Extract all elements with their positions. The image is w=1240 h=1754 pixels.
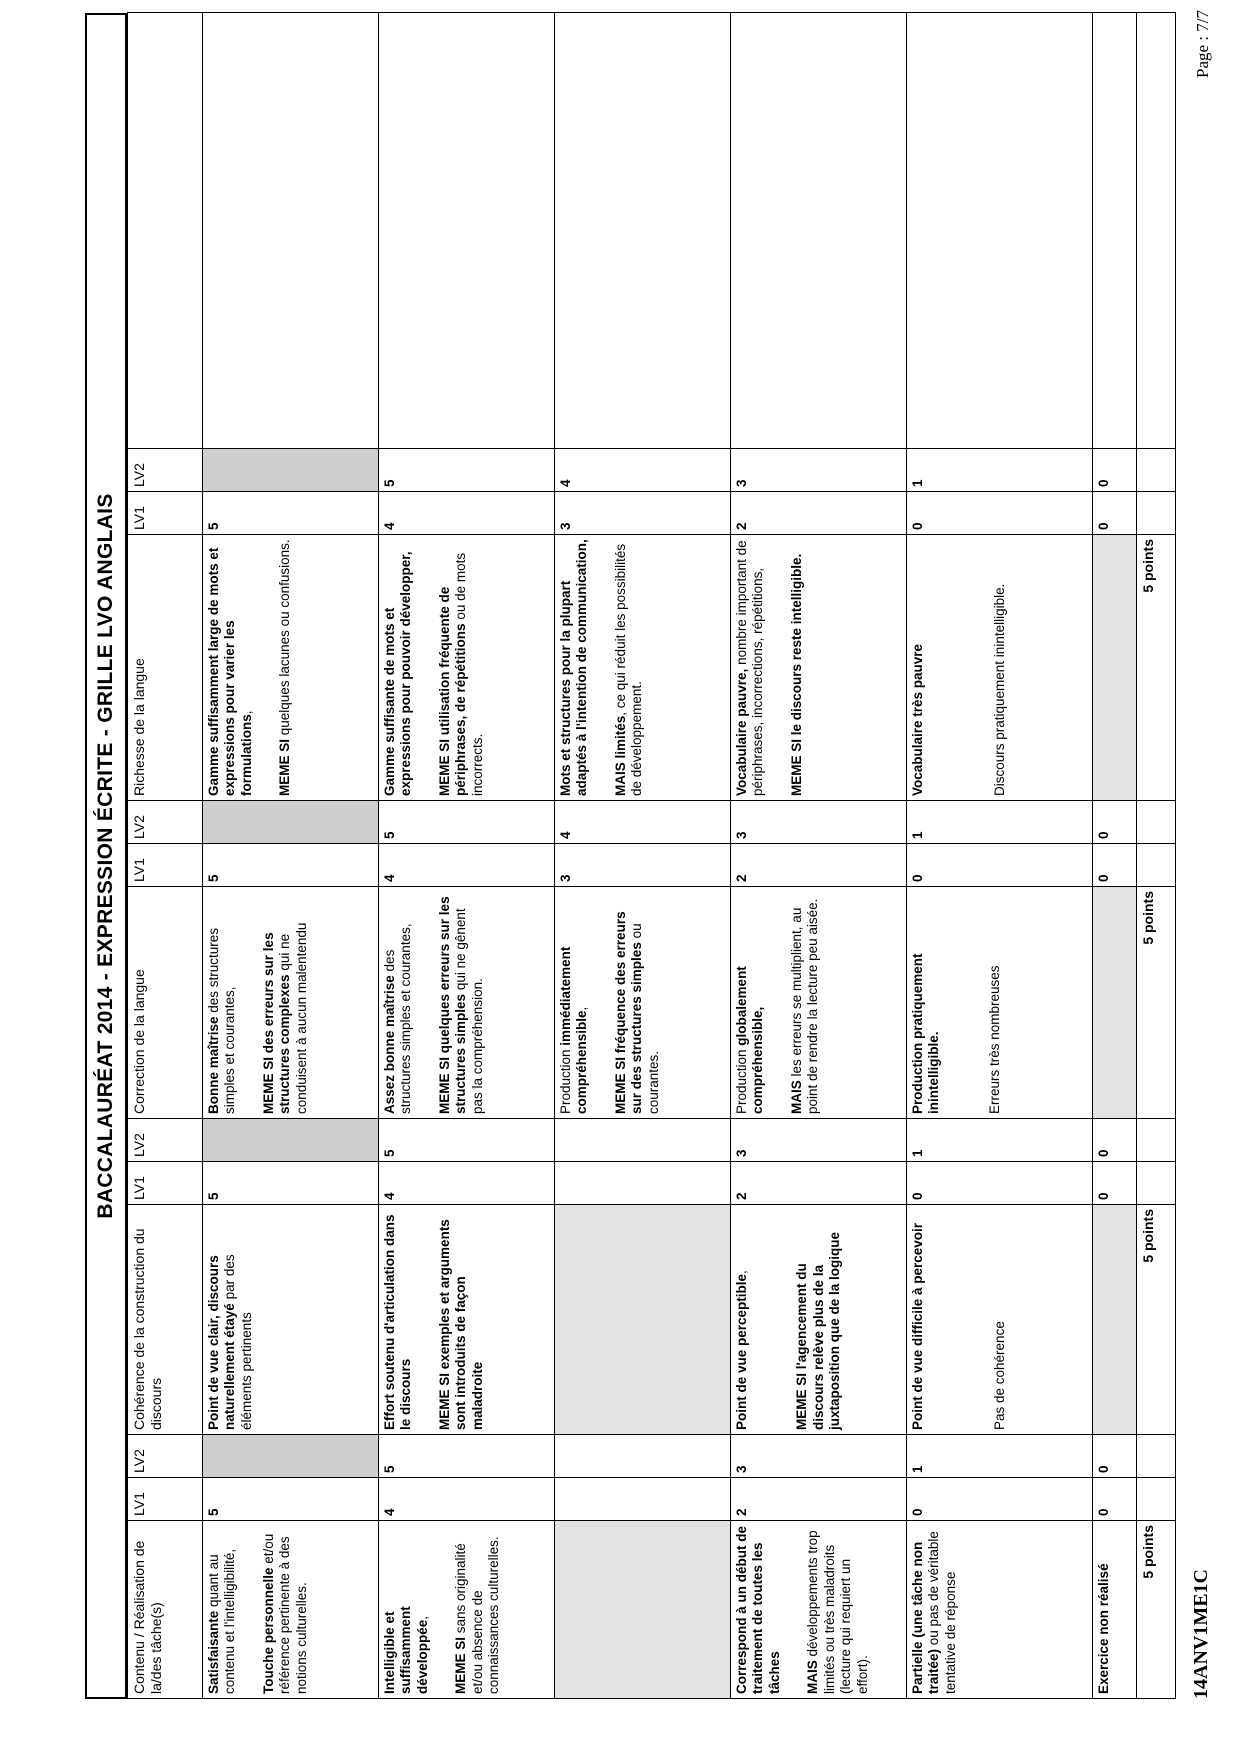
spacer <box>926 1209 948 1430</box>
score-lv1: 5 <box>203 1162 379 1205</box>
criteria-text <box>734 1525 783 1694</box>
header-lv2: LV2 <box>128 1119 203 1162</box>
criteria-cell <box>1093 535 1137 801</box>
bold-run: MEME SI exemples et arguments sont introduits de façon maladroite <box>436 1219 485 1430</box>
criteria-cell <box>1093 887 1137 1119</box>
bold-run: Vocabulaire très pauvre <box>910 643 925 796</box>
text-run: Erreurs très nombreuses <box>986 965 1002 1114</box>
score-lv1: 5 <box>203 492 379 535</box>
empty-cell <box>731 13 907 449</box>
text-run: et/ou référence pertinente à des notions culturelles. <box>260 1533 309 1694</box>
bold-run: Intelligible et suffisamment développée <box>382 1606 430 1694</box>
criteria-text <box>277 539 293 796</box>
score-lv1: 0 <box>1093 492 1137 535</box>
bold-run: MEME SI l'agencement du discours relève plus de la juxtaposition que de la logique <box>794 1231 843 1430</box>
score-lv2: 5 <box>379 449 555 492</box>
score-lv2: 3 <box>731 449 907 492</box>
criteria-text <box>206 891 239 1114</box>
criteria-cell <box>203 1521 379 1699</box>
total-points: 5 points <box>1137 1521 1176 1699</box>
score-lv1: 4 <box>379 1478 555 1521</box>
score-lv1: 0 <box>1093 844 1137 887</box>
bold-run: MAIS <box>805 1660 821 1694</box>
bold-run: MEME SI des erreurs sur les structures complexes <box>260 932 293 1114</box>
bold-run: Gamme suffisamment large de mots et expressions pour varier les formulations <box>206 547 254 796</box>
score-lv1: 0 <box>1093 1162 1137 1205</box>
totals-row <box>1137 13 1176 1699</box>
text-run: , <box>734 1270 749 1274</box>
criteria-text <box>437 891 486 1114</box>
bold-run: MEME SI fréquence des erreurs sur des structures simples <box>612 911 645 1114</box>
score-lv2: 5 <box>379 801 555 844</box>
score-lv2 <box>203 1119 379 1162</box>
criteria-text <box>613 539 646 796</box>
criteria-text <box>382 1209 415 1430</box>
header-lv1: LV1 <box>128 1162 203 1205</box>
empty-cell <box>1137 13 1176 449</box>
score-lv1: 3 <box>555 844 731 887</box>
criteria-text <box>910 1209 926 1430</box>
total-points: 5 points <box>1137 1205 1176 1435</box>
spacer <box>965 891 987 1114</box>
empty-cell <box>1137 844 1176 887</box>
header-empty <box>128 13 203 449</box>
table-row <box>907 13 1093 1699</box>
score-lv2: 0 <box>1093 801 1137 844</box>
spacer <box>943 891 965 1114</box>
bold-run: MEME SI <box>277 738 293 796</box>
score-lv1: 4 <box>379 492 555 535</box>
spacer <box>783 1525 805 1694</box>
criteria-text <box>382 1525 431 1694</box>
score-lv1: 0 <box>907 1162 1093 1205</box>
criteria-text <box>805 1525 871 1694</box>
criteria-text <box>613 891 662 1114</box>
score-lv2: 4 <box>555 449 731 492</box>
text-run: ou courantes. <box>629 923 661 1114</box>
bold-run: MEME SI quelques erreurs sur les structures simples <box>436 896 469 1114</box>
criteria-cell <box>379 887 555 1119</box>
total-points: 5 points <box>1137 887 1176 1119</box>
score-lv1: 0 <box>907 492 1093 535</box>
criteria-text <box>558 891 591 1114</box>
criteria-cell <box>555 535 731 801</box>
spacer <box>948 539 970 796</box>
criteria-cell <box>379 535 555 801</box>
score-lv2: 0 <box>1093 1119 1137 1162</box>
spacer <box>591 891 613 1114</box>
text-run: , <box>574 1006 590 1011</box>
score-lv1: 0 <box>1093 1478 1137 1521</box>
criteria-cell <box>731 1205 907 1435</box>
score-lv2: 3 <box>731 1119 907 1162</box>
criteria-text <box>910 891 943 1114</box>
bold-run: Mots et structures pour la plupart adaptés à l'intention de communication, <box>558 539 590 796</box>
criteria-text <box>382 539 415 796</box>
table-row <box>203 13 379 1699</box>
bold-run: Effort soutenu d'articulation dans le discours <box>382 1214 414 1430</box>
header-lv2: LV2 <box>128 1435 203 1478</box>
empty-cell <box>203 13 379 449</box>
bold-run: MAIS limités <box>612 715 628 796</box>
score-lv2: 1 <box>907 1435 1093 1478</box>
header-lv2: LV2 <box>128 801 203 844</box>
score-lv1: 2 <box>731 1162 907 1205</box>
table-row <box>555 13 731 1699</box>
bold-run: Point de vue perceptible <box>734 1273 749 1430</box>
empty-cell <box>555 13 731 449</box>
header-coherence: Cohérence de la construction du discours <box>128 1205 203 1435</box>
text-run: quelques lacunes ou confusions. <box>277 539 293 739</box>
bold-run: Partielle (une tâche non traitée) <box>910 1541 942 1694</box>
header-contenu: Contenu / Réalisation de la/des tâche(s) <box>128 1521 203 1699</box>
criteria-text <box>1096 1525 1112 1694</box>
empty-cell <box>1137 449 1176 492</box>
empty-cell <box>1137 801 1176 844</box>
criteria-text <box>453 1525 502 1694</box>
text-run: des structures simples et courantes, <box>382 923 414 1114</box>
criteria-text <box>992 1209 1008 1430</box>
score-lv2: 5 <box>379 1119 555 1162</box>
criteria-cell <box>907 535 1093 801</box>
spacer <box>970 539 992 796</box>
bold-run: Gamme suffisante de mots et expressions pour pouvoir développer, <box>382 551 414 796</box>
bold-run: globalement compréhensible, <box>734 966 766 1114</box>
criteria-cell <box>907 1205 1093 1435</box>
criteria-text <box>261 1525 310 1694</box>
score-lv1: 0 <box>907 844 1093 887</box>
score-lv2: 5 <box>379 1435 555 1478</box>
spacer <box>431 1525 453 1694</box>
empty-cell <box>1137 1478 1176 1521</box>
text-run: Production <box>734 1045 749 1114</box>
score-lv1 <box>555 1478 731 1521</box>
score-lv1: 2 <box>731 492 907 535</box>
header-row <box>128 13 203 1699</box>
empty-cell <box>907 13 1093 449</box>
text-run: qui ne conduisent à aucun malentendu <box>277 922 309 1114</box>
text-run: , ce qui réduit les possibilités de développement. <box>612 543 645 796</box>
criteria-text <box>789 891 822 1114</box>
text-run: les erreurs se multiplient, au point de rendre la lecture peu aisée. <box>788 898 821 1114</box>
score-lv2: 1 <box>907 1119 1093 1162</box>
bold-run: MEME SI le discours reste intelligible. <box>788 553 804 796</box>
score-lv2: 0 <box>1093 449 1137 492</box>
text-run: Pas de cohérence <box>992 1321 1008 1430</box>
table-row <box>731 13 907 1699</box>
spacer <box>948 1209 970 1430</box>
criteria-text <box>992 539 1008 796</box>
text-run: qui ne gênent pas la compréhension. <box>453 908 485 1114</box>
empty-cell <box>379 13 555 449</box>
score-lv1 <box>555 1162 731 1205</box>
score-lv1: 2 <box>731 844 907 887</box>
criteria-cell <box>379 1205 555 1435</box>
text-run: des structures simples et courantes, <box>206 927 238 1114</box>
score-lv2 <box>203 1435 379 1478</box>
criteria-cell <box>555 1521 731 1699</box>
header-lv2: LV2 <box>128 449 203 492</box>
table-row <box>379 13 555 1699</box>
bold-run: Assez bonne maîtrise <box>382 975 397 1114</box>
score-lv2 <box>555 1119 731 1162</box>
empty-cell <box>1137 1435 1176 1478</box>
page-number: Page : 7/7 <box>1193 10 1212 78</box>
text-run: par des éléments pertinents <box>222 1254 254 1430</box>
score-lv2: 3 <box>731 801 907 844</box>
score-lv2 <box>555 1435 731 1478</box>
score-lv1: 3 <box>555 492 731 535</box>
criteria-text <box>910 1525 959 1694</box>
spacer <box>767 539 789 796</box>
criteria-text <box>734 539 767 796</box>
total-points: 5 points <box>1137 535 1176 801</box>
document-code: 14ANV1ME1C <box>1190 1569 1212 1699</box>
spacer <box>255 539 277 796</box>
score-lv1: 5 <box>203 1478 379 1521</box>
bold-run: Satisfaisante <box>206 1610 221 1694</box>
criteria-text <box>734 1209 750 1430</box>
empty-cell <box>1137 1162 1176 1205</box>
spacer <box>415 539 437 796</box>
table-body <box>203 13 1176 1699</box>
header-lv1: LV1 <box>128 492 203 535</box>
page-title <box>85 13 127 1699</box>
score-lv2: 0 <box>1093 1435 1137 1478</box>
criteria-cell <box>731 1521 907 1699</box>
criteria-cell <box>731 887 907 1119</box>
empty-cell <box>1093 13 1137 449</box>
empty-cell <box>1137 1119 1176 1162</box>
score-lv2: 3 <box>731 1435 907 1478</box>
criteria-cell <box>907 887 1093 1119</box>
spacer <box>591 539 613 796</box>
bold-run: Correspond à un début de traitement de toutes les tâches <box>734 1525 782 1694</box>
text-run: , <box>414 1615 430 1620</box>
score-lv1: 4 <box>379 844 555 887</box>
criteria-text <box>987 891 1003 1114</box>
criteria-cell <box>203 887 379 1119</box>
criteria-cell <box>203 535 379 801</box>
criteria-text <box>910 539 926 796</box>
bold-run: Production pratiquement inintelligible. <box>910 953 942 1114</box>
score-lv2 <box>203 449 379 492</box>
criteria-text <box>206 539 255 796</box>
bold-run: Exercice non réalisé <box>1096 1563 1111 1694</box>
text-run: développements trop limités ou très maladroits (lecture qui requiert un effort). <box>805 1530 870 1694</box>
bold-run: Touche personnelle <box>260 1567 276 1694</box>
title-text: BACCALAURÉAT 2014 - EXPRESSION ÉCRITE - GRILLE LVO ANGLAIS <box>94 493 117 1219</box>
criteria-text <box>734 891 767 1114</box>
criteria-text <box>558 539 591 796</box>
criteria-text <box>382 891 415 1114</box>
text-run: sans originalité et/ou absence de connaissances culturelles. <box>453 1536 502 1694</box>
spacer <box>767 891 789 1114</box>
criteria-cell <box>555 1205 731 1435</box>
bold-run: Vocabulaire pauvre, <box>734 668 749 796</box>
spacer <box>415 1209 437 1430</box>
criteria-cell <box>555 887 731 1119</box>
text-run: quant au contenu et l'intelligibilité, <box>206 1548 238 1694</box>
criteria-cell <box>1093 1521 1137 1699</box>
text-run: nombre important de périphrases, incorrections, répétitions, <box>734 540 766 796</box>
criteria-text <box>789 539 805 796</box>
spacer <box>239 1525 261 1694</box>
text-run: , <box>238 710 254 715</box>
grading-table <box>127 12 1176 1699</box>
header-lv1: LV1 <box>128 844 203 887</box>
score-lv2 <box>203 801 379 844</box>
criteria-cell <box>203 1205 379 1435</box>
criteria-text <box>206 1209 255 1430</box>
spacer <box>750 1209 772 1430</box>
spacer <box>926 539 948 796</box>
criteria-text <box>206 1525 239 1694</box>
bold-run: Bonne maîtrise <box>206 1016 221 1114</box>
text-run: ou pas de véritable tentative de réponse <box>926 1531 958 1694</box>
table-row <box>1093 13 1137 1699</box>
score-lv1: 4 <box>379 1162 555 1205</box>
score-lv2: 4 <box>555 801 731 844</box>
bold-run: Point de vue clair, discours naturellement étayé <box>206 1255 238 1430</box>
header-lv1: LV1 <box>128 1478 203 1521</box>
criteria-text <box>794 1209 843 1430</box>
text-run: Production <box>558 1045 573 1114</box>
criteria-cell <box>731 535 907 801</box>
criteria-text <box>261 891 310 1114</box>
text-run: ou de mots incorrects. <box>453 552 485 796</box>
spacer <box>970 1209 992 1430</box>
criteria-text <box>437 1209 486 1430</box>
score-lv1: 5 <box>203 844 379 887</box>
bold-run: MEME SI utilisation fréquente de périphrases, de répétitions <box>436 586 469 796</box>
spacer <box>239 891 261 1114</box>
header-correction: Correction de la langue <box>128 887 203 1119</box>
score-lv2: 1 <box>907 449 1093 492</box>
score-lv1: 2 <box>731 1478 907 1521</box>
text-run: Discours pratiquement inintelligible. <box>992 583 1008 796</box>
bold-run: MAIS <box>788 1080 804 1114</box>
header-richesse: Richesse de la langue <box>128 535 203 801</box>
criteria-cell <box>907 1521 1093 1699</box>
spacer <box>415 891 437 1114</box>
empty-cell <box>1137 492 1176 535</box>
bold-run: immédiatement compréhensible <box>558 946 590 1114</box>
bold-run: Point de vue difficile à percevoir <box>910 1222 925 1430</box>
score-lv1: 0 <box>907 1478 1093 1521</box>
criteria-cell <box>379 1521 555 1699</box>
bold-run: MEME SI <box>453 1636 469 1694</box>
criteria-text <box>437 539 486 796</box>
score-lv2: 1 <box>907 801 1093 844</box>
criteria-cell <box>1093 1205 1137 1435</box>
spacer <box>772 1209 794 1430</box>
